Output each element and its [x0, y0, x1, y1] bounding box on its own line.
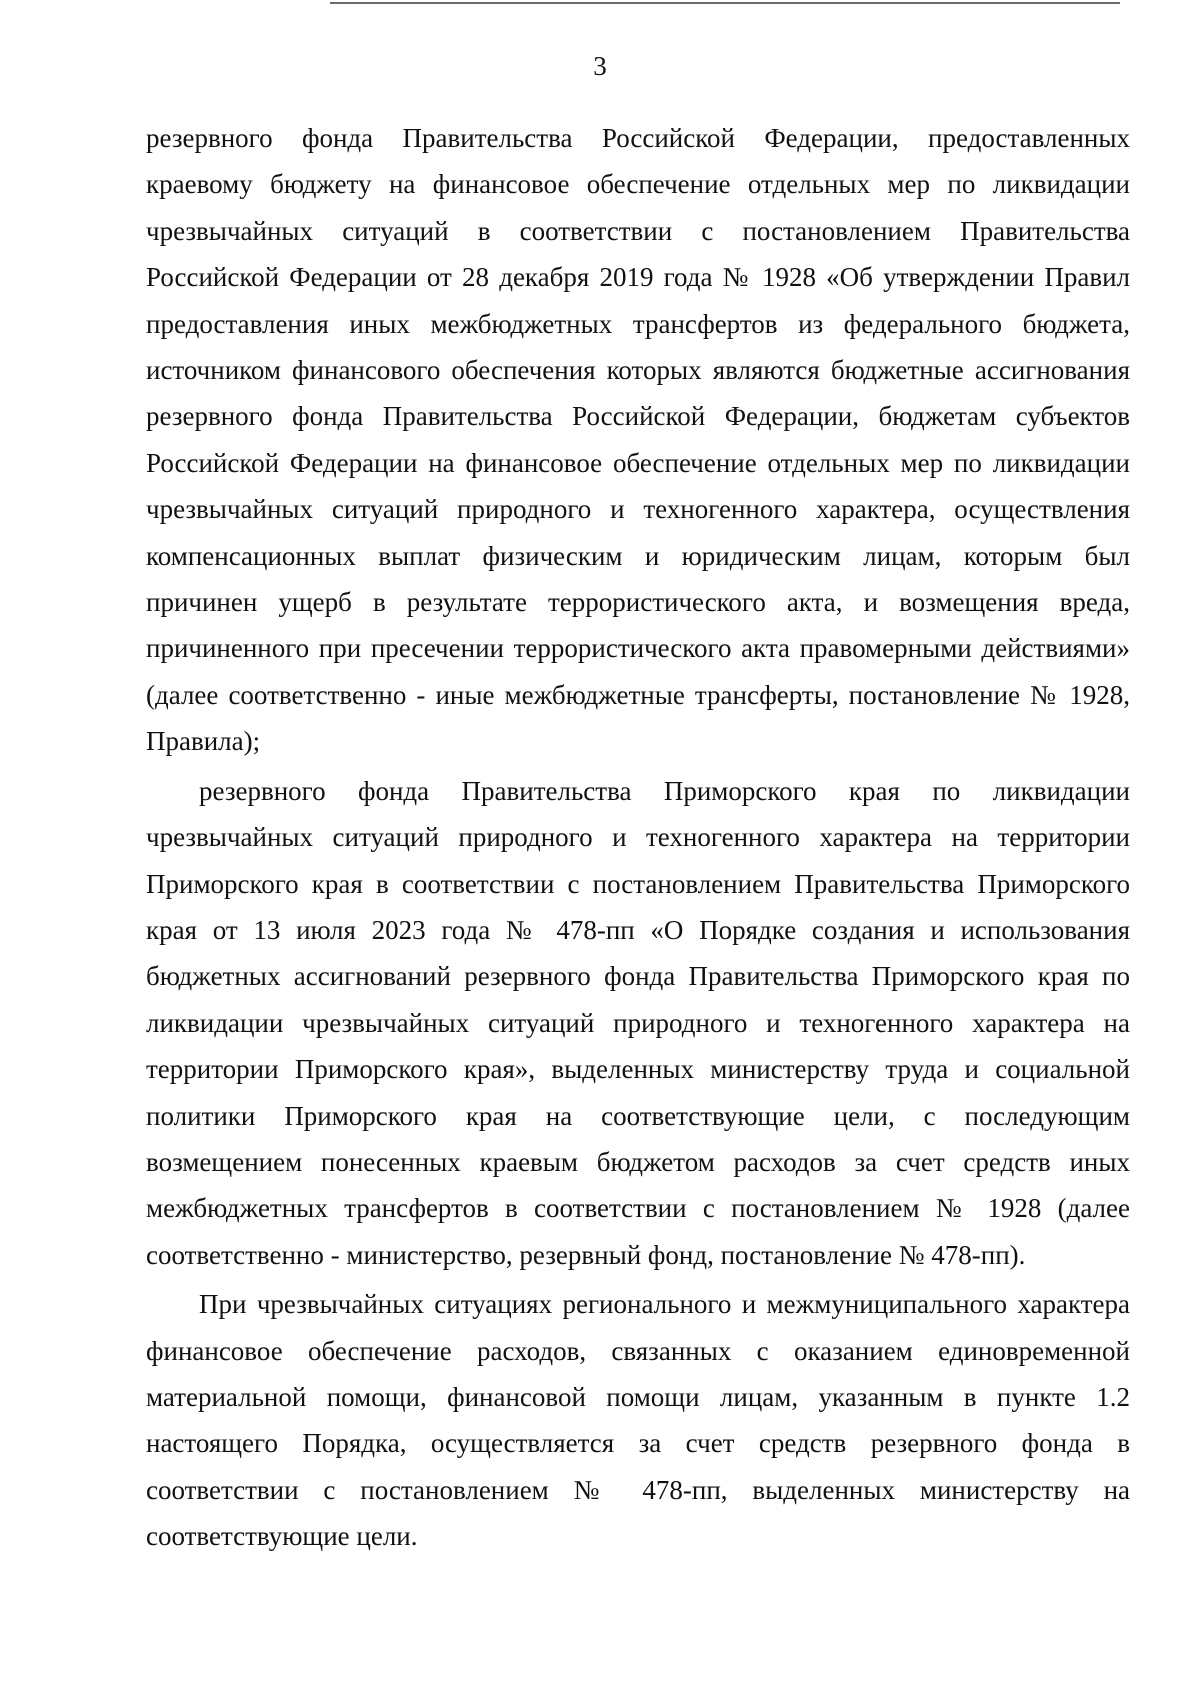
top-scan-rule	[330, 2, 1120, 4]
paragraph-federal-reserve-fund: резервного фонда Правительства Российской Федерации, предоставленных краевому бюджету на финансовое обеспечение отдельных мер по ликвидации чрезвычайных ситуаций в соответствии с постановлением Правительства Российской Федерации от 28 декабря 2019 года № 1928 «Об утверждении Правил предоставления иных межбюджетных трансфертов из федерального бюджета, источником финансового обеспечения которых являются бюджетные ассигнования резервного фонда Правительства Российской Федерации, бюджетам субъектов Российской Федерации на финансовое обеспечение отдельных мер по ликвидации чрезвычайных ситуаций природного и техногенного характера, осуществления компенсационных выплат физическим и юридическим лицам, которым был причинен ущерб в результате террористического акта, и возмещения вреда, причиненного при пресечении террористического акта правомерными действиями» (далее соответственно - иные межбюджетные трансферты, постановление № 1928, Правила);	[146, 123, 1130, 757]
paragraph-primorsky-reserve-fund: резервного фонда Правительства Приморского края по ликвидации чрезвычайных ситуаций природного и техногенного характера на территории Приморского края в соответствии с постановлением Правительства Приморского края от 13 июля 2023 года № 478-пп «О Порядке создания и использования бюджетных ассигнований резервного фонда Правительства Приморского края по ликвидации чрезвычайных ситуаций природного и техногенного характера на территории Приморского края», выделенных министерству труда и социальной политики Приморского края на соответствующие цели, с последующим возмещением понесенных краевым бюджетом расходов за счет средств иных межбюджетных трансфертов в соответствии с постановлением № 1928 (далее соответственно - министерство, резервный фонд, постановление № 478-пп).	[146, 775, 1130, 1270]
document-body	[146, 115, 1130, 1560]
paragraph-regional-emergency-financing: При чрезвычайных ситуациях регионального и межмуниципального характера финансовое обеспечение расходов, связанных с оказанием единовременной материальной помощи, финансовой помощи лицам, указанным в пункте 1.2 настоящего Порядка, осуществляется за счет средств резервного фонда в соответствии с постановлением № 478-пп, выделенных министерству на соответствующие цели.	[146, 1289, 1130, 1552]
page-number: 3	[593, 51, 607, 81]
